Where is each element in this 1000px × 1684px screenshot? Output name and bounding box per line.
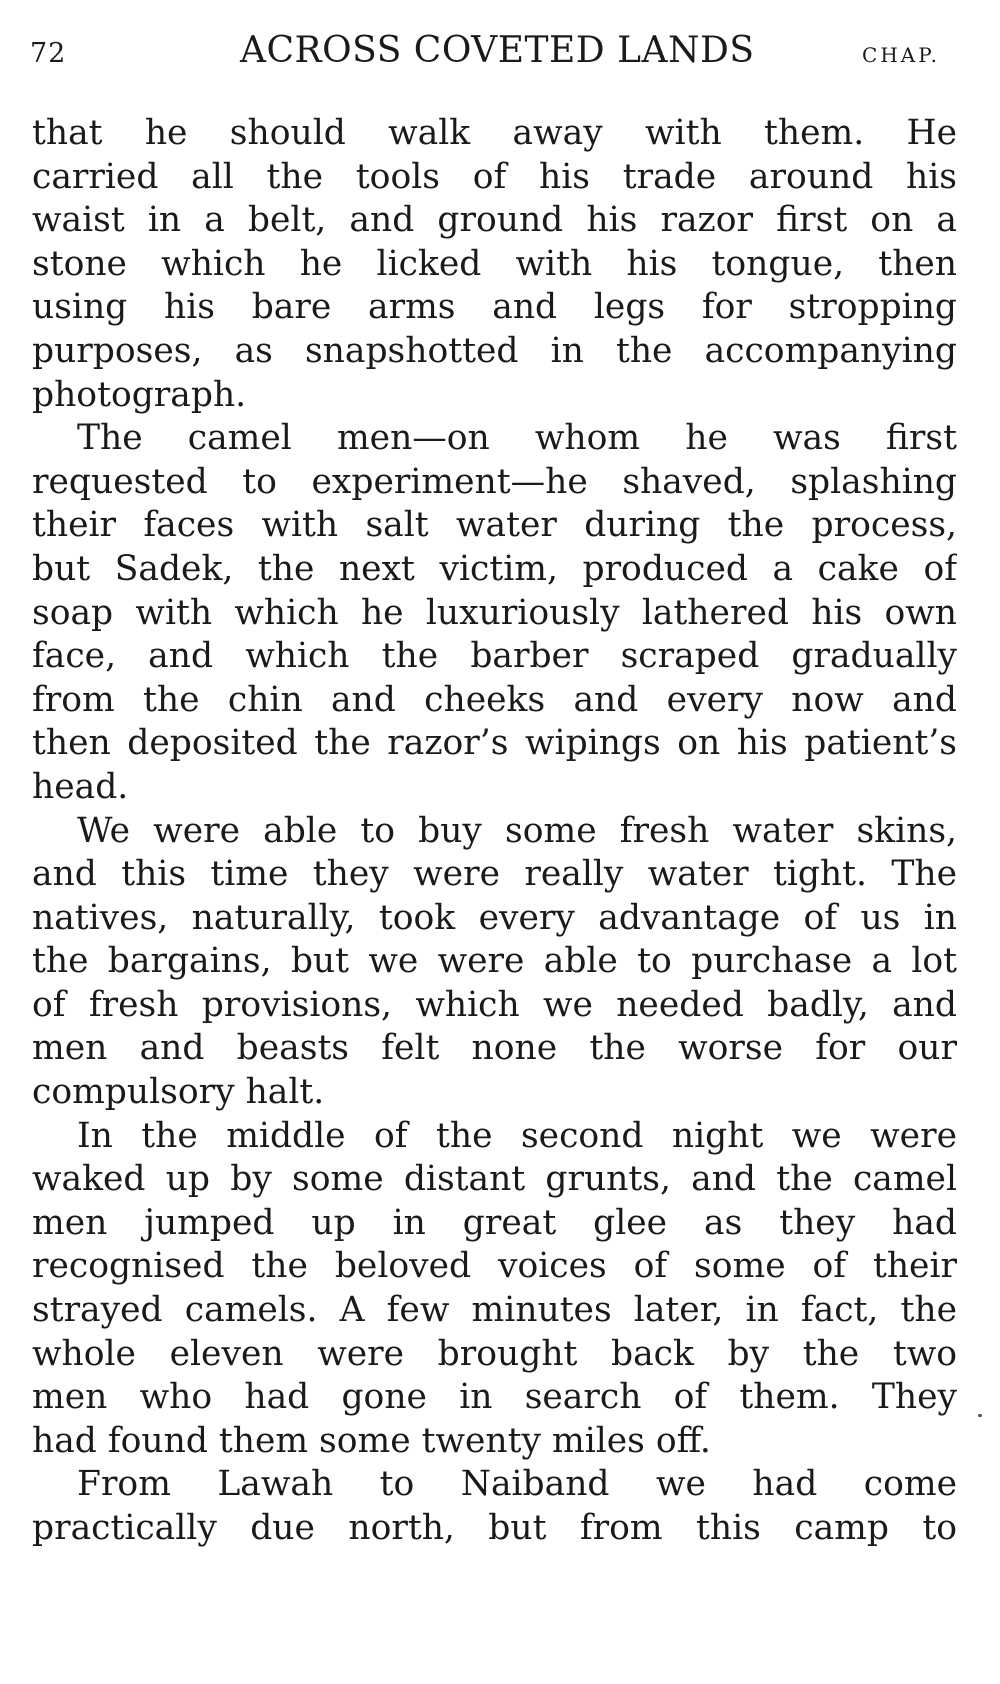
chapter-label: CHAP. [862, 43, 940, 67]
text-line: face, and which the barber scraped gradually [32, 636, 957, 677]
page-header [30, 30, 950, 80]
text-line: From Lawah to Naiband we had come [77, 1464, 957, 1505]
text-line: purposes, as snapshotted in the accompanying [32, 330, 957, 371]
text-line: compulsory halt. [32, 1072, 325, 1113]
text-line: soap with which he luxuriously lathered his own [32, 592, 957, 633]
text-line: The camel men—on whom he was first [77, 418, 957, 459]
text-line: their faces with salt water during the process, [32, 505, 957, 546]
text-line: using his bare arms and legs for stropping [32, 287, 957, 328]
text-line: recognised the beloved voices of some of their [32, 1246, 957, 1287]
text-line: but Sadek, the next victim, produced a cake of [32, 548, 957, 589]
text-line: photograph. [32, 374, 247, 415]
text-line: had found them some twenty miles off. [32, 1420, 711, 1461]
text-line: waist in a belt, and ground his razor first on a [32, 200, 957, 241]
text-line: men and beasts felt none the worse for our [32, 1028, 957, 1069]
text-line: men who had gone in search of them. They [32, 1377, 957, 1418]
text-line: carried all the tools of his trade around his [32, 156, 957, 197]
page-number: 72 [30, 38, 67, 69]
text-line: whole eleven were brought back by the two [32, 1333, 957, 1374]
text-line: We were able to buy some fresh water skins, [77, 810, 957, 851]
text-line: requested to experiment—he shaved, splashing [32, 461, 957, 502]
text-line: from the chin and cheeks and every now and [32, 679, 957, 720]
text-line: In the middle of the second night we were [77, 1115, 957, 1156]
text-line: the bargains, but we were able to purchase a lot [32, 941, 957, 982]
text-line: and this time they were really water tight. The [32, 854, 957, 895]
running-title: ACROSS COVETED LANDS [240, 30, 755, 71]
text-line: that he should walk away with them. He [32, 113, 957, 153]
text-line: natives, naturally, took every advantage of us in [32, 897, 957, 938]
text-line: waked up by some distant grunts, and the camel [32, 1159, 957, 1200]
text-line: of fresh provisions, which we needed badly, and [32, 984, 957, 1025]
text-line: head. [32, 766, 129, 807]
text-line: stone which he licked with his tongue, then [32, 243, 957, 284]
text-line: then deposited the razor’s wipings on his patient’s [32, 723, 957, 764]
text-line: men jumped up in great glee as they had [32, 1202, 957, 1243]
body-text [32, 112, 957, 1672]
text-line: practically due north, but from this camp to [32, 1508, 957, 1548]
text-line: strayed camels. A few minutes later, in fact, the [32, 1290, 957, 1331]
print-speck [978, 1414, 982, 1417]
